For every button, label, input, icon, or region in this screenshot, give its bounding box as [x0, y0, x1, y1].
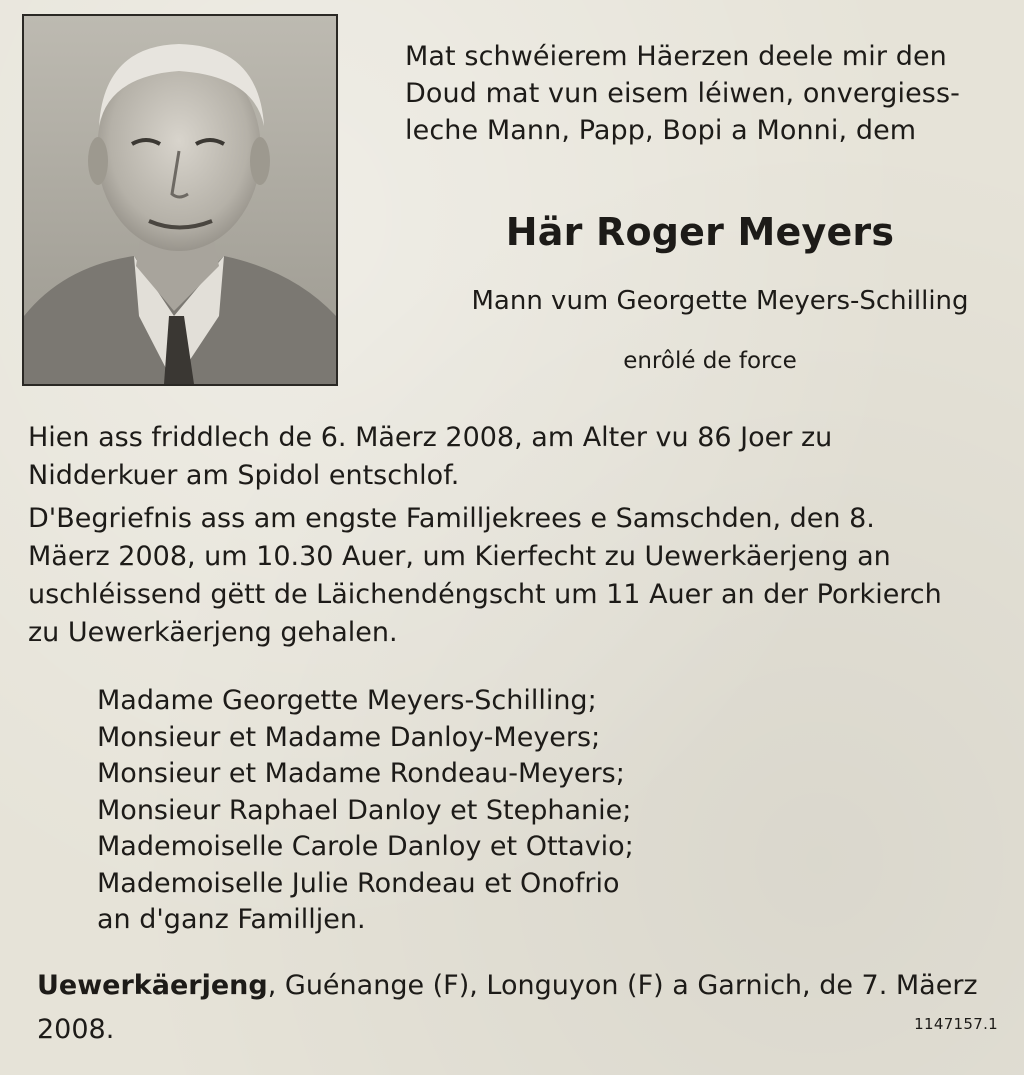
family-member: Monsieur et Madame Danloy-Meyers;: [97, 721, 601, 753]
status-line: enrôlé de force: [623, 348, 797, 374]
family-member: Monsieur et Madame Rondeau-Meyers;: [97, 758, 625, 789]
family-member: Madame Georgette Meyers-Schilling;: [97, 685, 597, 716]
intro-line: Doud mat vun eisem léiwen, onvergiess-: [405, 78, 960, 109]
family-list: [97, 683, 634, 939]
intro-text: [405, 38, 995, 149]
paragraph-line: uschléissend gëtt de Läichendéngscht um 11 Auer an der Porkierch: [28, 579, 942, 610]
intro-line: leche Mann, Papp, Bopi a Monni, dem: [405, 115, 917, 146]
spouse-line: Mann vum Georgette Meyers-Schilling: [471, 286, 969, 316]
paragraph-line: D'Begriefnis ass am engste Familljekrees e Samschden, den 8.: [28, 503, 875, 534]
paragraph-line: Nidderkuer am Spidol entschlof.: [28, 460, 460, 491]
intro-line: Mat schwéierem Häerzen deele mir den: [405, 41, 947, 72]
funeral-paragraph: [28, 500, 988, 652]
paragraph-line: zu Uewerkäerjeng gehalen.: [28, 617, 398, 648]
deceased-name: Här Roger Meyers: [505, 210, 895, 254]
paragraph-line: Hien ass friddlech de 6. Mäerz 2008, am Alter vu 86 Joer zu: [28, 422, 833, 453]
footer-year: 2008.: [37, 1014, 115, 1045]
family-member: Mademoiselle Julie Rondeau et Onofrio: [97, 867, 620, 899]
family-member: an d'ganz Familljen.: [97, 904, 366, 935]
death-paragraph: [28, 419, 988, 495]
portrait-photo: [22, 14, 338, 386]
family-member: Monsieur Raphael Danloy et Stephanie;: [97, 794, 632, 826]
footer-places: , Guénange (F), Longuyon (F) a Garnich, de 7. Mäerz: [267, 970, 978, 1001]
paragraph-line: Mäerz 2008, um 10.30 Auer, um Kierfecht zu Uewerkäerjeng an: [28, 541, 891, 572]
reference-number: 1147157.1: [914, 1015, 998, 1033]
place-date-footer: [37, 964, 997, 1052]
family-member: Mademoiselle Carole Danloy et Ottavio;: [97, 831, 634, 862]
footer-line: [37, 964, 997, 1008]
portrait-image: [24, 16, 336, 384]
footer-town: Uewerkäerjeng: [37, 970, 268, 1001]
